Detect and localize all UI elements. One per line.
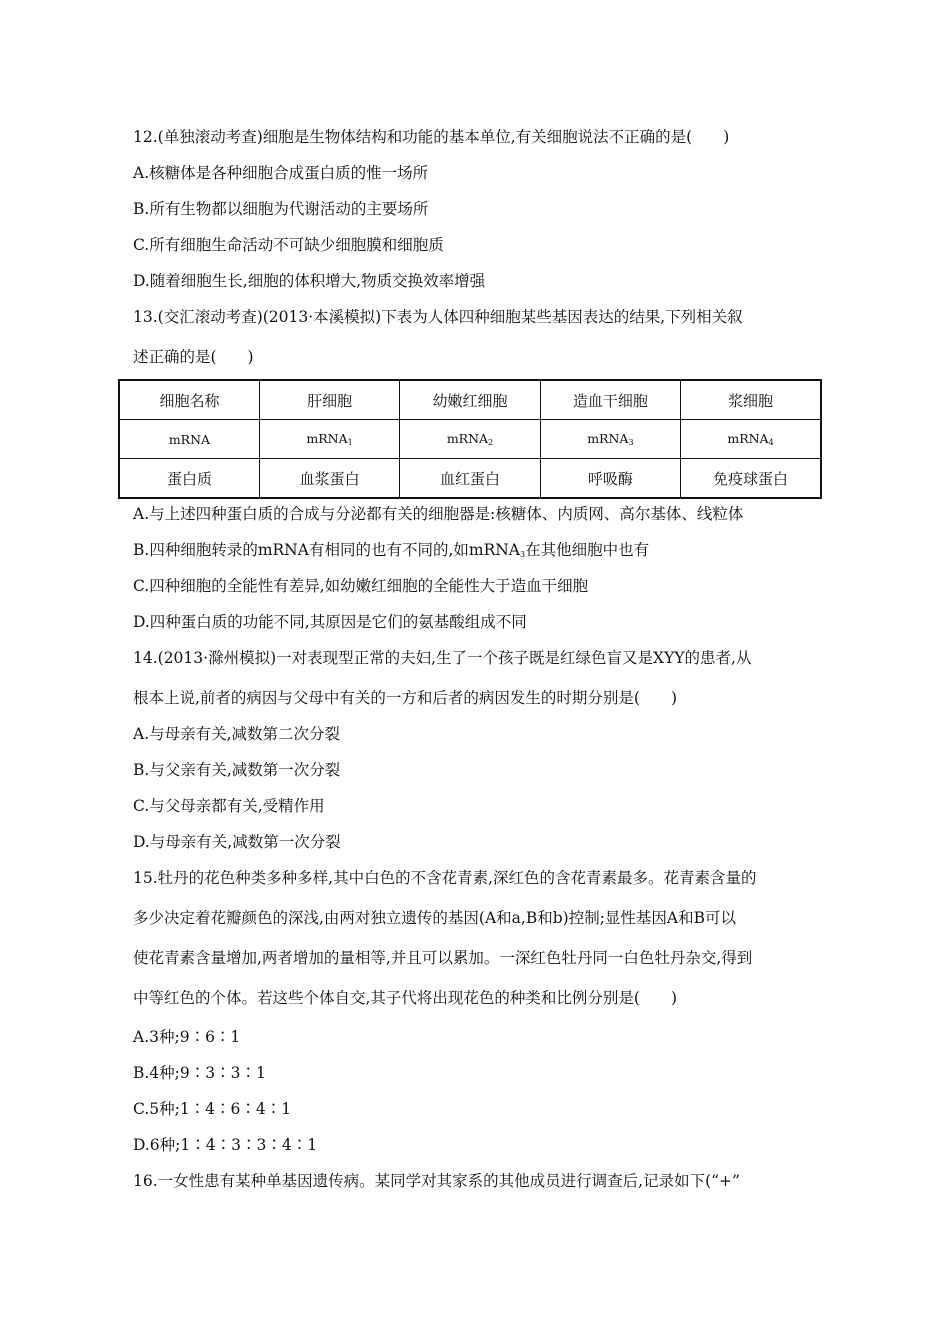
- table-cell: [681, 420, 821, 459]
- q13-option-b-pre: B.四种细胞转录的mRNA有相同的也有不同的,如mRNA: [133, 541, 520, 559]
- q15-option-b: B.4种;9∶3∶3∶1: [133, 1064, 266, 1082]
- table-cell: 浆细胞: [681, 380, 821, 420]
- q14-option-c: C.与父母亲都有关,受精作用: [133, 797, 325, 815]
- mrna-subscript: 4: [768, 438, 774, 447]
- q13-option-b-post: 在其他细胞中也有: [525, 541, 650, 559]
- table-cell: [259, 420, 399, 459]
- table-cell: 肝细胞: [259, 380, 399, 420]
- table-cell: 幼嫩红细胞: [400, 380, 540, 420]
- q15-stem-line3: 使花青素含量增加,两者增加的量相等,并且可以累加。一深红色牡丹同一白色牡丹杂交,得到: [133, 949, 753, 967]
- q15-option-a: A.3种;9∶6∶1: [133, 1028, 241, 1046]
- q14-stem-line2: 根本上说,前者的病因与父母中有关的一方和后者的病因发生的时期分别是( ): [133, 689, 678, 707]
- mrna-subscript: 2: [488, 438, 494, 447]
- table-cell: 免疫球蛋白: [681, 459, 821, 499]
- table-cell: 血红蛋白: [400, 459, 540, 499]
- q15-option-c: C.5种;1∶4∶6∶4∶1: [133, 1100, 292, 1118]
- q14-option-a: A.与母亲有关,减数第二次分裂: [133, 725, 341, 743]
- table-cell: 呼吸酶: [540, 459, 680, 499]
- q13-option-b: [133, 540, 649, 565]
- table-cell: 蛋白质: [119, 459, 259, 499]
- table-cell: 细胞名称: [119, 380, 259, 420]
- mrna-label: mRNA: [727, 431, 769, 446]
- table-row: [119, 420, 821, 459]
- q15-stem-line4: 中等红色的个体。若这些个体自交,其子代将出现花色的种类和比例分别是( ): [133, 989, 678, 1007]
- q12-option-d: D.随着细胞生长,细胞的体积增大,物质交换效率增强: [133, 272, 486, 290]
- table-cell: 血浆蛋白: [259, 459, 399, 499]
- q14-option-d: D.与母亲有关,减数第一次分裂: [133, 833, 341, 851]
- q12-option-a: A.核糖体是各种细胞合成蛋白质的惟一场所: [133, 164, 429, 182]
- table-cell: mRNA: [119, 420, 259, 459]
- q14-option-b: B.与父亲有关,减数第一次分裂: [133, 761, 341, 779]
- table-row: [119, 380, 821, 420]
- q13-option-a: A.与上述四种蛋白质的合成与分泌都有关的细胞器是:核糖体、内质网、高尔基体、线粒体: [133, 505, 744, 523]
- mrna-subscript: 3: [628, 438, 634, 447]
- q12-option-b: B.所有生物都以细胞为代谢活动的主要场所: [133, 200, 429, 218]
- mrna-label: mRNA: [446, 431, 489, 446]
- table-cell: [540, 420, 680, 459]
- q15-stem-line2: 多少决定着花瓣颜色的深浅,由两对独立遗传的基因(A和a,B和b)控制;显性基因A和B可以: [133, 909, 737, 927]
- q13-option-d: D.四种蛋白质的功能不同,其原因是它们的氨基酸组成不同: [133, 613, 527, 631]
- q14-stem-line1: 14.(2013·滁州模拟)一对表现型正常的夫妇,生了一个孩子既是红绿色盲又是XYY的患者,从: [133, 649, 752, 667]
- table-cell: 造血干细胞: [540, 380, 680, 420]
- mrna-subscript: 1: [347, 438, 353, 447]
- mrna-label: mRNA: [306, 431, 348, 446]
- q15-stem-line1: 15.牡丹的花色种类多种多样,其中白色的不含花青素,深红色的含花青素最多。花青素含量的: [133, 869, 757, 887]
- q15-option-d: D.6种;1∶4∶3∶3∶4∶1: [133, 1136, 318, 1154]
- q16-stem-line1: 16.一女性患有某种单基因遗传病。某同学对其家系的其他成员进行调查后,记录如下(“+”: [133, 1172, 740, 1190]
- gene-expression-table: [118, 379, 822, 499]
- q13-option-b-sub: 3: [520, 550, 526, 559]
- q13-stem-line1: 13.(交汇滚动考查)(2013·本溪模拟)下表为人体四种细胞某些基因表达的结果,下列相关叙: [133, 308, 743, 326]
- table-row: [119, 459, 821, 499]
- table-cell: [400, 420, 540, 459]
- q13-stem-line2: 述正确的是( ): [133, 348, 254, 366]
- q13-option-c: C.四种细胞的全能性有差异,如幼嫩红细胞的全能性大于造血干细胞: [133, 577, 589, 595]
- q12-stem: 12.(单独滚动考查)细胞是生物体结构和功能的基本单位,有关细胞说法不正确的是( ): [133, 128, 730, 146]
- mrna-label: mRNA: [587, 431, 629, 446]
- q12-option-c: C.所有细胞生命活动不可缺少细胞膜和细胞质: [133, 236, 444, 254]
